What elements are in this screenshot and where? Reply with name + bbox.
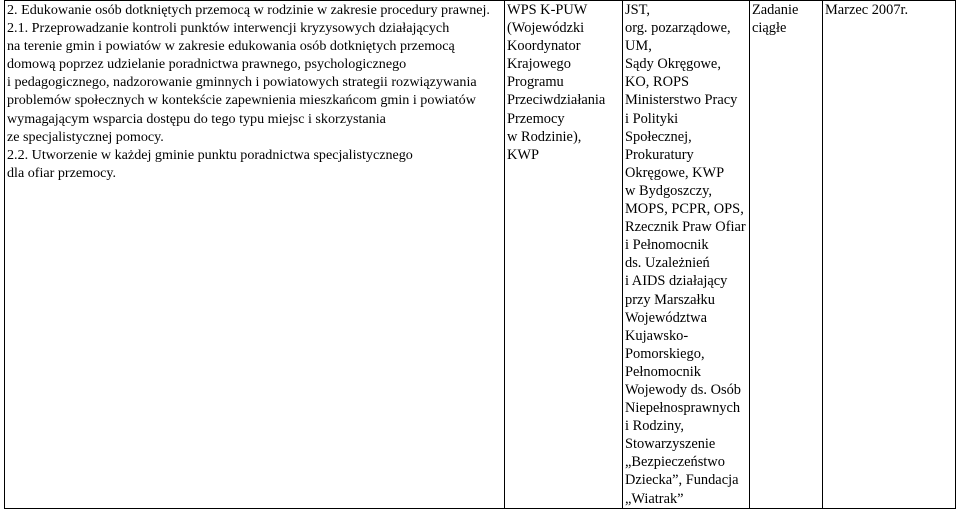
partner-line: MOPS, PCPR, OPS,: [625, 201, 744, 218]
responsible-line: Przeciwdziałania: [507, 92, 606, 109]
task-line: 2.2. Utworzenie w każdej gminie punktu poradnictwa specjalistycznego: [7, 146, 413, 163]
partner-line: i AIDS działający: [625, 273, 728, 290]
partner-line: i Rodziny,: [625, 418, 685, 435]
partner-line: Pomorskiego,: [625, 345, 705, 362]
date-cell: [823, 1, 956, 509]
responsible-line: w Rodzinie),: [507, 128, 582, 145]
partner-line: ds. Uzależnień: [625, 255, 710, 272]
partner-line: Okręgowe, KWP: [625, 164, 725, 181]
partner-line: Stowarzyszenie: [625, 436, 716, 453]
responsible-line: (Wojewódzki: [507, 20, 585, 37]
partner-line: w Bydgoszczy,: [625, 182, 712, 199]
partner-line: „Bezpieczeństwo: [625, 454, 725, 471]
task-line: domową poprzez udzielanie poradnictwa prawnego, psychologicznego: [7, 56, 407, 73]
partner-line: przy Marszałku: [625, 291, 715, 308]
term-line: Zadanie: [752, 2, 799, 18]
task-table: [4, 0, 956, 509]
table-row: [5, 1, 956, 509]
task-description-cell: [5, 1, 505, 509]
partner-line: i Pełnomocnik: [625, 237, 709, 254]
partner-line: Kujawsko-: [625, 327, 689, 344]
partner-line: KO, ROPS: [625, 74, 689, 91]
task-line: na terenie gmin i powiatów w zakresie edukowania osób dotkniętych przemocą: [7, 38, 455, 55]
partner-line: Ministerstwo Pracy: [625, 92, 738, 109]
partner-line: Pełnomocnik: [625, 363, 701, 380]
task-line: ze specjalistycznej pomocy.: [7, 128, 164, 145]
task-line: wymagającym wsparcia dostępu do tego typu miejsc i skorzystania: [7, 110, 386, 127]
responsible-cell: [505, 1, 623, 509]
task-line: 2.1. Przeprowadzanie kontroli punktów interwencji kryzysowych działających: [7, 20, 450, 37]
partner-line: Wojewody ds. Osób: [625, 381, 741, 398]
partner-line: Rzecznik Praw Ofiar: [625, 219, 746, 236]
responsible-line: Przemocy: [507, 110, 565, 127]
partner-line: Województwa: [625, 309, 707, 326]
partners-cell: [623, 1, 750, 509]
partner-line: Sądy Okręgowe,: [625, 56, 721, 73]
task-line: dla ofiar przemocy.: [7, 164, 117, 181]
term-cell: [750, 1, 823, 509]
partner-line: i Polityki: [625, 110, 679, 127]
partner-line: JST,: [625, 2, 650, 18]
partner-line: Prokuratury: [625, 146, 694, 163]
responsible-line: Krajowego: [507, 56, 571, 73]
partner-line: org. pozarządowe,: [625, 20, 731, 37]
responsible-line: Programu: [507, 74, 564, 91]
responsible-line: WPS K-PUW: [507, 2, 588, 18]
responsible-line: Koordynator: [507, 38, 581, 55]
responsible-line: KWP: [507, 146, 539, 163]
date-text: Marzec 2007r.: [825, 2, 909, 18]
task-line: i pedagogicznego, nadzorowanie gminnych i powiatowych strategii rozwiązywania: [7, 74, 477, 91]
task-heading: 2. Edukowanie osób dotkniętych przemocą w rodzinie w zakresie procedury prawnej.: [7, 2, 490, 18]
task-line: problemów społecznych w kontekście zapewnienia mieszkańcom gmin i powiatów: [7, 92, 476, 109]
partner-line: „Wiatrak”: [625, 490, 684, 507]
term-line: ciągłe: [752, 20, 787, 37]
partner-line: Społecznej,: [625, 128, 692, 145]
partner-line: Niepełnosprawnych: [625, 400, 741, 417]
partner-line: UM,: [625, 38, 652, 55]
partner-line: Dziecka”, Fundacja: [625, 472, 739, 489]
